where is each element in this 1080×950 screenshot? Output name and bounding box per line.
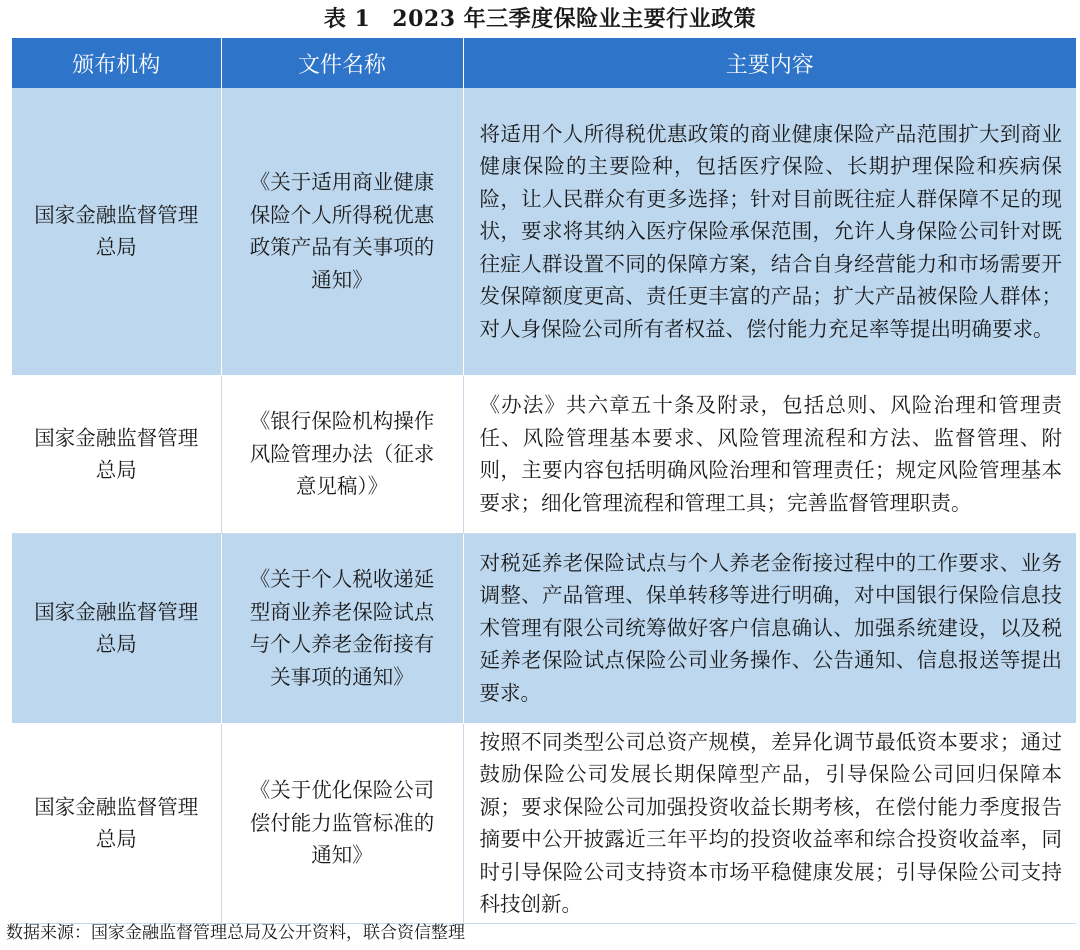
content-cell: 按照不同类型公司总资产规模，差异化调节最低资本要求；通过鼓励保险公司发展长期保障型产品，引导保险公司回归保障本源；要求保险公司加强投资收益长期考核，在偿付能力季度报告摘要中公开披露近三年平均的投资收益率和综合投资收益率，同时引导保险公司支持资本市场平稳健康发展；引导保险公司支持科技创新。 (463, 723, 1076, 923)
data-source-note: 数据来源：国家金融监督管理总局及公开资料，联合资信整理 (6, 923, 465, 943)
document-cell: 《关于优化保险公司偿付能力监管标准的通知》 (221, 723, 463, 923)
content-cell: 将适用个人所得税优惠政策的商业健康保险产品范围扩大到商业健康保险的主要险种，包括医疗保险、长期护理保险和疾病保险，让人民群众有更多选择；针对目前既往症人群保障不足的现状，要求将其纳入医疗保险承保范围，允许人身保险公司针对既往症人群设置不同的保障方案，结合自身经营能力和市场需要开发保障额度更高、责任更丰富的产品；扩大产品被保险人群体；对人身保险公司所有者权益、偿付能力充足率等提出明确要求。 (463, 88, 1076, 375)
policy-table (12, 38, 1076, 924)
document-cell: 《银行保险机构操作风险管理办法（征求意见稿）》 (221, 375, 463, 533)
table-number: 表 1 (323, 6, 371, 32)
table-row (12, 723, 1076, 923)
content-cell: 《办法》共六章五十条及附录，包括总则、风险治理和管理责任、风险管理基本要求、风险管理流程和方法、监督管理、附则，主要内容包括明确风险治理和管理责任；规定风险管理基本要求；细化管理流程和管理工具；完善监督管理职责。 (463, 375, 1076, 533)
header-agency: 颁布机构 (12, 38, 221, 88)
document-cell: 《关于个人税收递延型商业养老保险试点与个人养老金衔接有关事项的通知》 (221, 533, 463, 723)
agency-cell: 国家金融监督管理总局 (12, 723, 221, 923)
table-row (12, 88, 1076, 375)
table-row (12, 375, 1076, 533)
agency-cell: 国家金融监督管理总局 (12, 375, 221, 533)
table-row (12, 533, 1076, 723)
document-cell: 《关于适用商业健康保险个人所得税优惠政策产品有关事项的通知》 (221, 88, 463, 375)
header-content: 主要内容 (463, 38, 1076, 88)
table-header-row (12, 38, 1076, 88)
agency-cell: 国家金融监督管理总局 (12, 88, 221, 375)
table-title-text: 2023 年三季度保险业主要行业政策 (392, 6, 757, 32)
agency-cell: 国家金融监督管理总局 (12, 533, 221, 723)
table-title (0, 2, 1080, 36)
header-document: 文件名称 (221, 38, 463, 88)
content-cell: 对税延养老保险试点与个人养老金衔接过程中的工作要求、业务调整、产品管理、保单转移等进行明确，对中国银行保险信息技术管理有限公司统筹做好客户信息确认、加强系统建设，以及税延养老保险试点保险公司业务操作、公告通知、信息报送等提出要求。 (463, 533, 1076, 723)
